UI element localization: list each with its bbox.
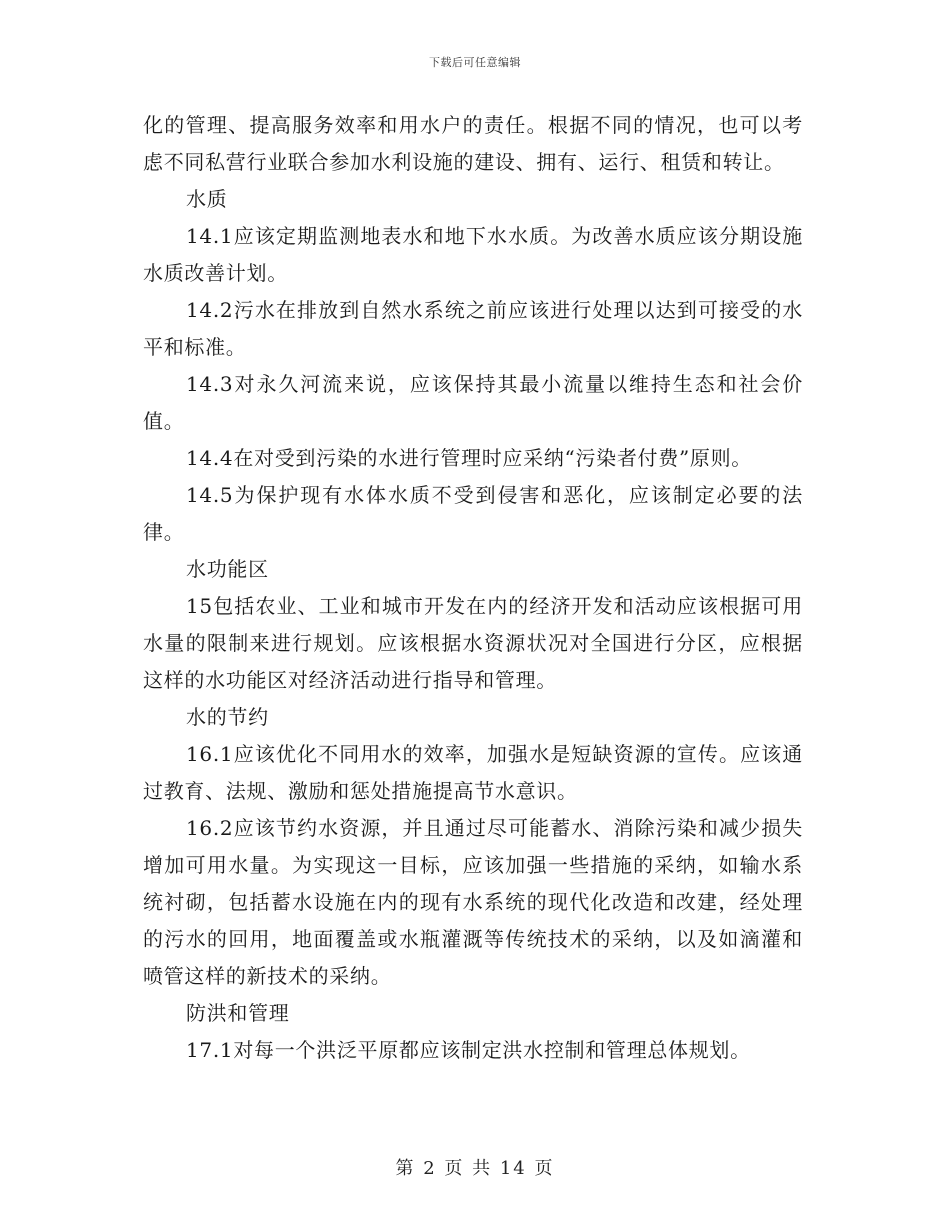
paragraph: 16.1应该优化不同用水的效率，加强水是短缺资源的宣传。应该通过教育、法规、激励和惩处措施提高节水意识。 [143,742,803,803]
document-body [143,107,803,1069]
paragraph: 水质 [186,187,228,211]
paragraph: 16.2应该节约水资源，并且通过尽可能蓄水、消除污染和减少损失增加可用水量。为实现这一目标，应该加强一些措施的采纳，如输水系统衬砌，包括蓄水设施在内的现有水系统的现代化改造和改建，经处理的污水的回用，地面覆盖或水瓶灌溉等传统技术的采纳，以及如滴灌和喷管这样的新技术的采纳。 [143,816,803,988]
paragraph: 防洪和管理 [186,1001,290,1025]
paragraph: 14.1应该定期监测地表水和地下水水质。为改善水质应该分期设施水质改善计划。 [143,224,803,285]
page-header: 下载后可任意编辑 [429,56,521,69]
paragraph: 水的节约 [186,705,269,729]
paragraph: 化的管理、提高服务效率和用水户的责任。根据不同的情况，也可以考虑不同私营行业联合参加水利设施的建设、拥有、运行、租赁和转让。 [143,113,803,174]
paragraph: 15包括农业、工业和城市开发在内的经济开发和活动应该根据可用水量的限制来进行规划。应该根据水资源状况对全国进行分区，应根据这样的水功能区对经济活动进行指导和管理。 [143,594,803,692]
paragraph: 17.1对每一个洪泛平原都应该制定洪水控制和管理总体规划。 [186,1038,751,1062]
paragraph: 水功能区 [186,557,269,581]
page-number: 第 2 页 共 14 页 [395,1158,555,1179]
paragraph: 14.2污水在排放到自然水系统之前应该进行处理以达到可接受的水平和标准。 [143,298,803,359]
paragraph: 14.4在对受到污染的水进行管理时应采纳“污染者付费”原则。 [186,446,752,470]
paragraph: 14.3对永久河流来说，应该保持其最小流量以维持生态和社会价值。 [143,372,803,433]
paragraph: 14.5为保护现有水体水质不受到侵害和恶化，应该制定必要的法律。 [143,483,803,544]
